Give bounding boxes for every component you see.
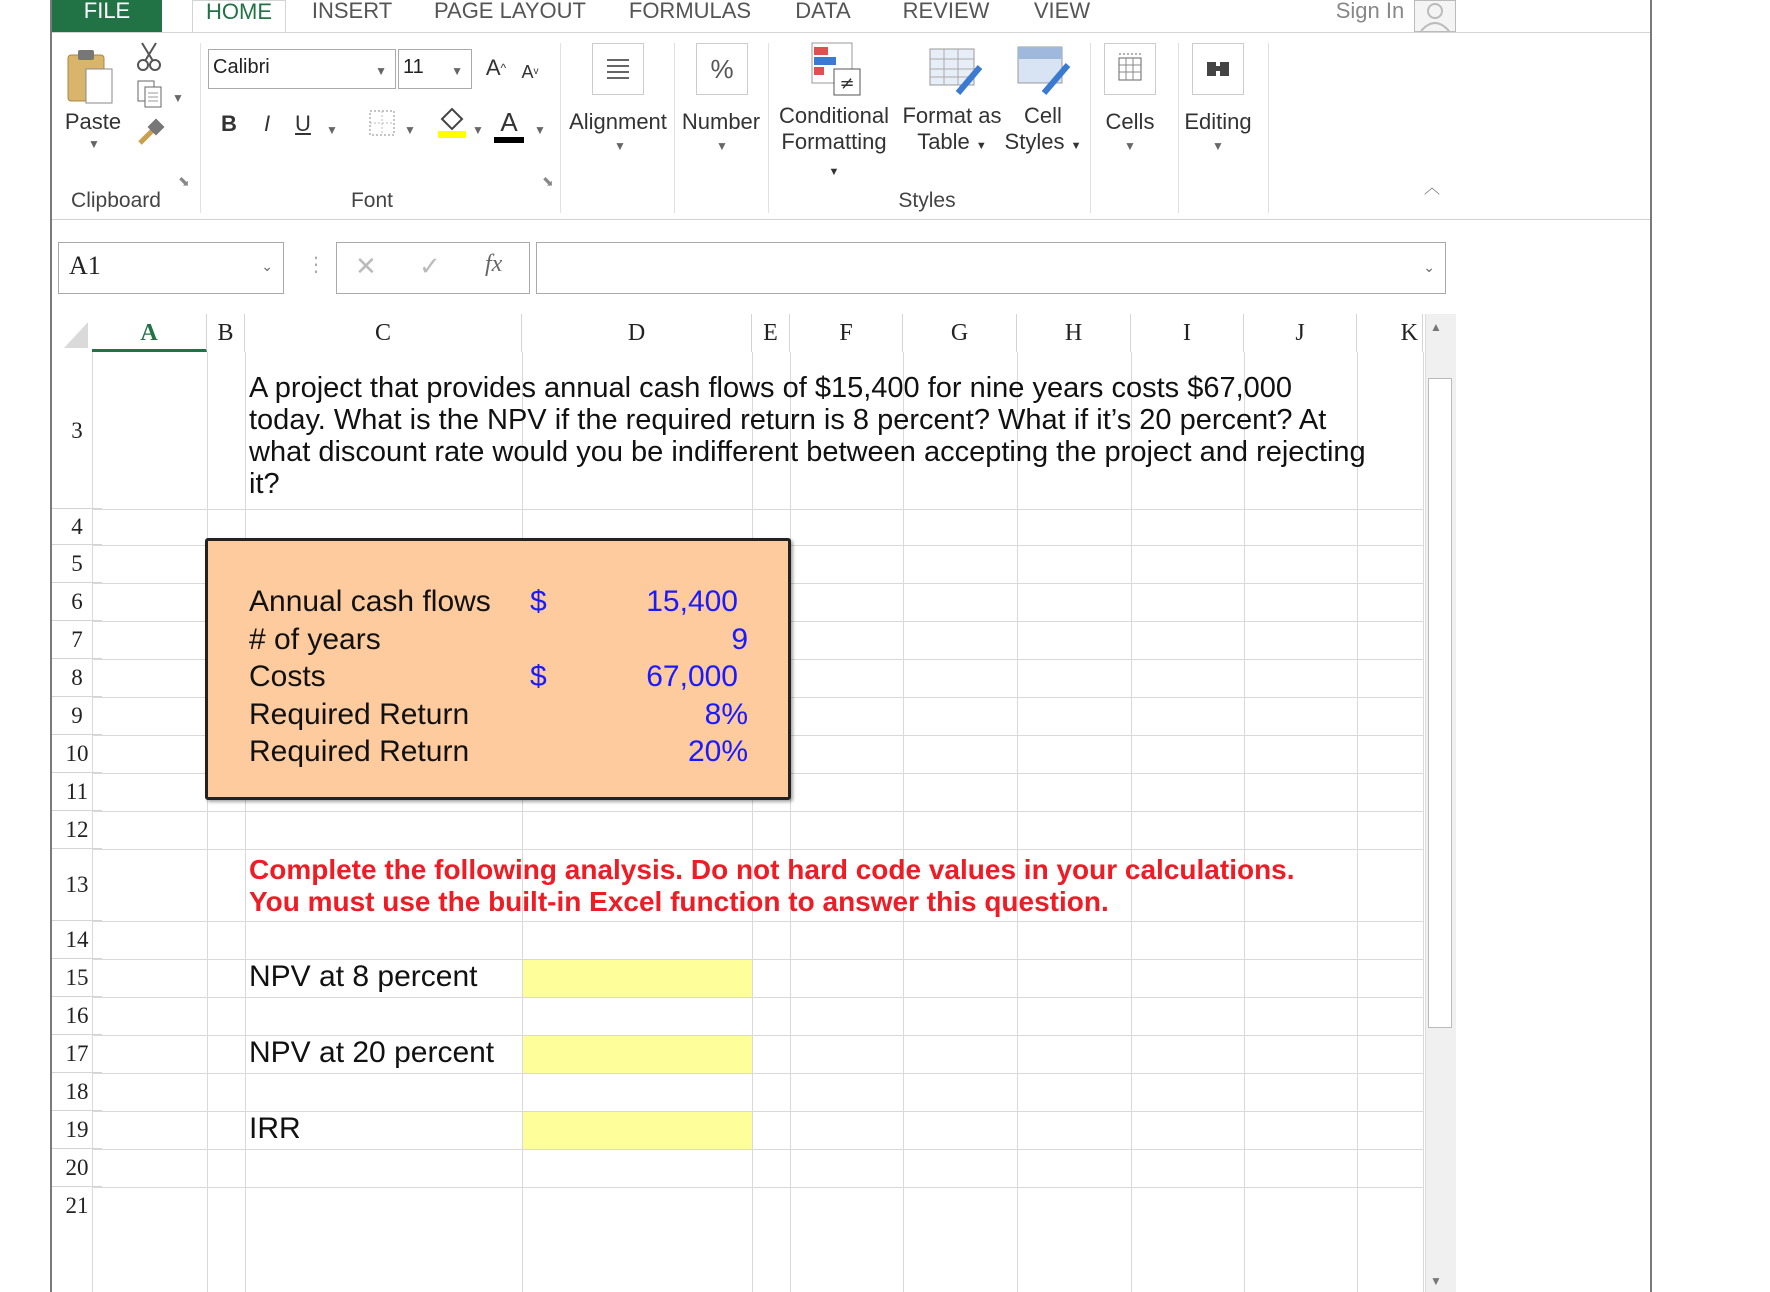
column-header-f[interactable]: F (790, 314, 903, 352)
user-avatar-icon[interactable] (1414, 0, 1456, 32)
output-label-npv-8: NPV at 8 percent (249, 960, 478, 993)
row-header-8[interactable]: 8 (52, 659, 102, 697)
alignment-icon[interactable] (592, 43, 644, 95)
scroll-up-icon[interactable]: ▲ (1430, 320, 1442, 334)
input-label-cash-flows: Annual cash flows (249, 585, 491, 618)
output-cell-npv-20[interactable] (523, 1036, 752, 1073)
bold-button[interactable]: B (221, 111, 237, 136)
column-header-d[interactable]: D (522, 314, 752, 352)
column-header-a[interactable]: A (92, 314, 207, 352)
tab-view[interactable]: VIEW (1033, 0, 1091, 23)
row-header-11[interactable]: 11 (52, 773, 102, 811)
tab-page-layout[interactable]: PAGE LAYOUT (433, 0, 586, 23)
input-value-cash-flows[interactable]: 15,400 (646, 585, 738, 618)
fill-color-dropdown-icon[interactable]: ▼ (472, 123, 484, 137)
enter-icon[interactable]: ✓ (419, 251, 441, 281)
scrollbar-thumb[interactable] (1428, 378, 1452, 1028)
format-as-table-button[interactable]: Format as Table ▼ (902, 103, 1002, 154)
copy-dropdown-icon[interactable]: ▼ (172, 91, 184, 105)
tab-review[interactable]: REVIEW (902, 0, 990, 23)
row-header-7[interactable]: 7 (52, 621, 102, 659)
instruction-text (249, 854, 1295, 918)
format-painter-icon[interactable] (136, 117, 166, 152)
row-header-15[interactable]: 15 (52, 959, 102, 997)
paste-label[interactable]: Paste (64, 109, 122, 134)
font-color-button[interactable]: A (500, 107, 518, 137)
row-header-6[interactable]: 6 (52, 583, 102, 621)
collapse-ribbon-icon[interactable]: ︿ (1424, 180, 1441, 197)
row-header-16[interactable]: 16 (52, 997, 102, 1035)
row-header-12[interactable]: 12 (52, 811, 102, 849)
shrink-font-button[interactable]: $A^v$ (521, 62, 539, 82)
cell-styles-button[interactable]: Cell Styles ▼ (1004, 103, 1082, 154)
output-cell-irr[interactable] (523, 1112, 752, 1149)
underline-button[interactable]: U (295, 111, 311, 136)
column-header-i[interactable]: I (1131, 314, 1244, 352)
row-header-4[interactable]: 4 (52, 509, 102, 545)
scroll-down-icon[interactable]: ▼ (1430, 1274, 1442, 1288)
input-label-required-return-20: Required Return (249, 735, 470, 768)
select-all-corner[interactable] (52, 314, 92, 352)
font-size-value: 11 (403, 56, 424, 78)
output-label-npv-20: NPV at 20 percent (249, 1036, 495, 1069)
row-header-14[interactable]: 14 (52, 921, 102, 959)
row-header-13[interactable]: 13 (52, 849, 102, 921)
column-header-c[interactable]: C (245, 314, 522, 352)
output-label-irr: IRR (249, 1112, 301, 1145)
border-icon[interactable] (368, 109, 396, 142)
cells-dropdown-icon[interactable]: ▼ (1124, 139, 1136, 153)
italic-button[interactable]: I (263, 111, 271, 136)
font-name-value: Calibri (213, 56, 270, 78)
question-text: A project that provides annual cash flows of $15,400 for nine years costs $67,000 today. What is the NPV if the required return is 8 percent? What if it’s 20 percent? At what discount rate would you be indifferent between accepting the project and rejecting it? (249, 372, 1366, 500)
formula-buttons (336, 242, 530, 294)
paste-icon[interactable] (64, 47, 116, 107)
input-value-required-return-8[interactable]: 8% (704, 698, 748, 731)
conditional-formatting-icon[interactable] (810, 41, 864, 104)
format-as-table-icon[interactable] (928, 45, 986, 104)
row-header-21[interactable]: 21 (65, 1193, 89, 1218)
cancel-icon[interactable]: ✕ (355, 251, 377, 281)
row-header-5[interactable]: 5 (52, 545, 102, 583)
row-header-10[interactable]: 10 (52, 735, 102, 773)
font-color-swatch (494, 137, 524, 143)
conditional-formatting-button[interactable]: Conditional Formatting ▼ (778, 103, 890, 178)
output-cell-npv-8[interactable] (523, 960, 752, 997)
alignment-button[interactable]: Alignment (569, 109, 667, 134)
editing-dropdown-icon[interactable]: ▼ (1212, 139, 1224, 153)
font-name-combo[interactable] (208, 49, 396, 89)
font-group-label: Font (350, 189, 394, 212)
formula-bar-grip-icon[interactable]: ⋮ (306, 254, 326, 276)
tab-formulas[interactable]: FORMULAS (628, 0, 752, 23)
input-value-years[interactable]: 9 (731, 623, 748, 656)
row-header-17[interactable]: 17 (52, 1035, 102, 1073)
binoculars-icon[interactable] (1192, 43, 1244, 95)
input-currency-costs: $ (530, 660, 547, 693)
input-value-required-return-20[interactable]: 20% (687, 735, 748, 768)
font-size-dropdown-icon[interactable]: ▼ (451, 64, 463, 78)
name-box-value: A1 (69, 251, 101, 280)
column-header-b[interactable]: B (207, 314, 245, 352)
excel-window (50, 0, 1652, 1292)
insert-function-button[interactable]: fx (485, 251, 503, 277)
instruction-line-2: You must use the built-in Excel function to answer this question. (249, 886, 1109, 917)
cell-styles-icon[interactable] (1016, 43, 1074, 104)
clipboard-launcher-icon[interactable]: ⬊ (178, 173, 190, 189)
cells-icon[interactable] (1104, 43, 1156, 95)
input-label-years: # of years (249, 623, 381, 656)
column-header-k[interactable]: K (1357, 314, 1423, 352)
column-header-h[interactable]: H (1017, 314, 1131, 352)
column-header-g[interactable]: G (903, 314, 1017, 352)
clipboard-group-label: Clipboard (71, 189, 161, 212)
font-name-dropdown-icon[interactable]: ▼ (375, 64, 387, 78)
column-header-e[interactable]: E (752, 314, 790, 352)
name-box-dropdown-icon[interactable]: ⌄ (261, 260, 273, 275)
underline-dropdown-icon[interactable]: ▼ (326, 123, 338, 137)
cut-icon[interactable] (136, 41, 162, 76)
input-label-required-return-8: Required Return (249, 698, 470, 731)
sign-in-link[interactable]: Sign In (1335, 0, 1405, 23)
instruction-line-1: Complete the following analysis. Do not hard code values in your calculations. (249, 854, 1295, 885)
input-value-costs[interactable]: 67,000 (646, 660, 738, 693)
worksheet-grid[interactable] (52, 314, 1654, 1292)
formula-input[interactable] (536, 242, 1446, 294)
row-header-3[interactable]: 3 (52, 352, 102, 509)
grow-font-button[interactable]: A^ (485, 55, 507, 80)
tab-file[interactable]: FILE (52, 0, 162, 32)
row-header-19[interactable]: 19 (52, 1111, 102, 1149)
tab-insert[interactable]: INSERT (311, 0, 393, 23)
tab-home[interactable]: HOME (192, 0, 286, 33)
alignment-dropdown-icon[interactable]: ▼ (614, 139, 626, 153)
number-dropdown-icon[interactable]: ▼ (716, 139, 728, 153)
tab-data[interactable]: DATA (795, 0, 851, 23)
fill-color-icon[interactable] (436, 105, 468, 144)
input-label-costs: Costs (249, 660, 326, 693)
ribbon (52, 32, 1650, 220)
font-size-combo[interactable] (398, 49, 472, 89)
name-box[interactable] (58, 242, 284, 294)
svg-text:≠: ≠ (839, 73, 855, 94)
percent-icon[interactable]: % (696, 43, 748, 95)
border-dropdown-icon[interactable]: ▼ (404, 123, 416, 137)
row-header-20[interactable]: 20 (52, 1149, 102, 1187)
copy-icon[interactable] (136, 79, 166, 114)
input-currency-cash-flows: $ (530, 585, 547, 618)
formula-expand-icon[interactable]: ⌄ (1423, 259, 1435, 275)
font-launcher-icon[interactable]: ⬊ (542, 173, 554, 189)
number-button[interactable]: Number (681, 109, 761, 134)
column-header-j[interactable]: J (1244, 314, 1357, 352)
styles-group-label: Styles (898, 189, 956, 212)
font-color-dropdown-icon[interactable]: ▼ (534, 123, 546, 137)
editing-button[interactable]: Editing (1184, 109, 1252, 134)
cells-button[interactable]: Cells (1105, 109, 1155, 134)
row-header-18[interactable]: 18 (52, 1073, 102, 1111)
paste-dropdown-icon[interactable]: ▼ (88, 137, 100, 151)
row-header-9[interactable]: 9 (52, 697, 102, 735)
